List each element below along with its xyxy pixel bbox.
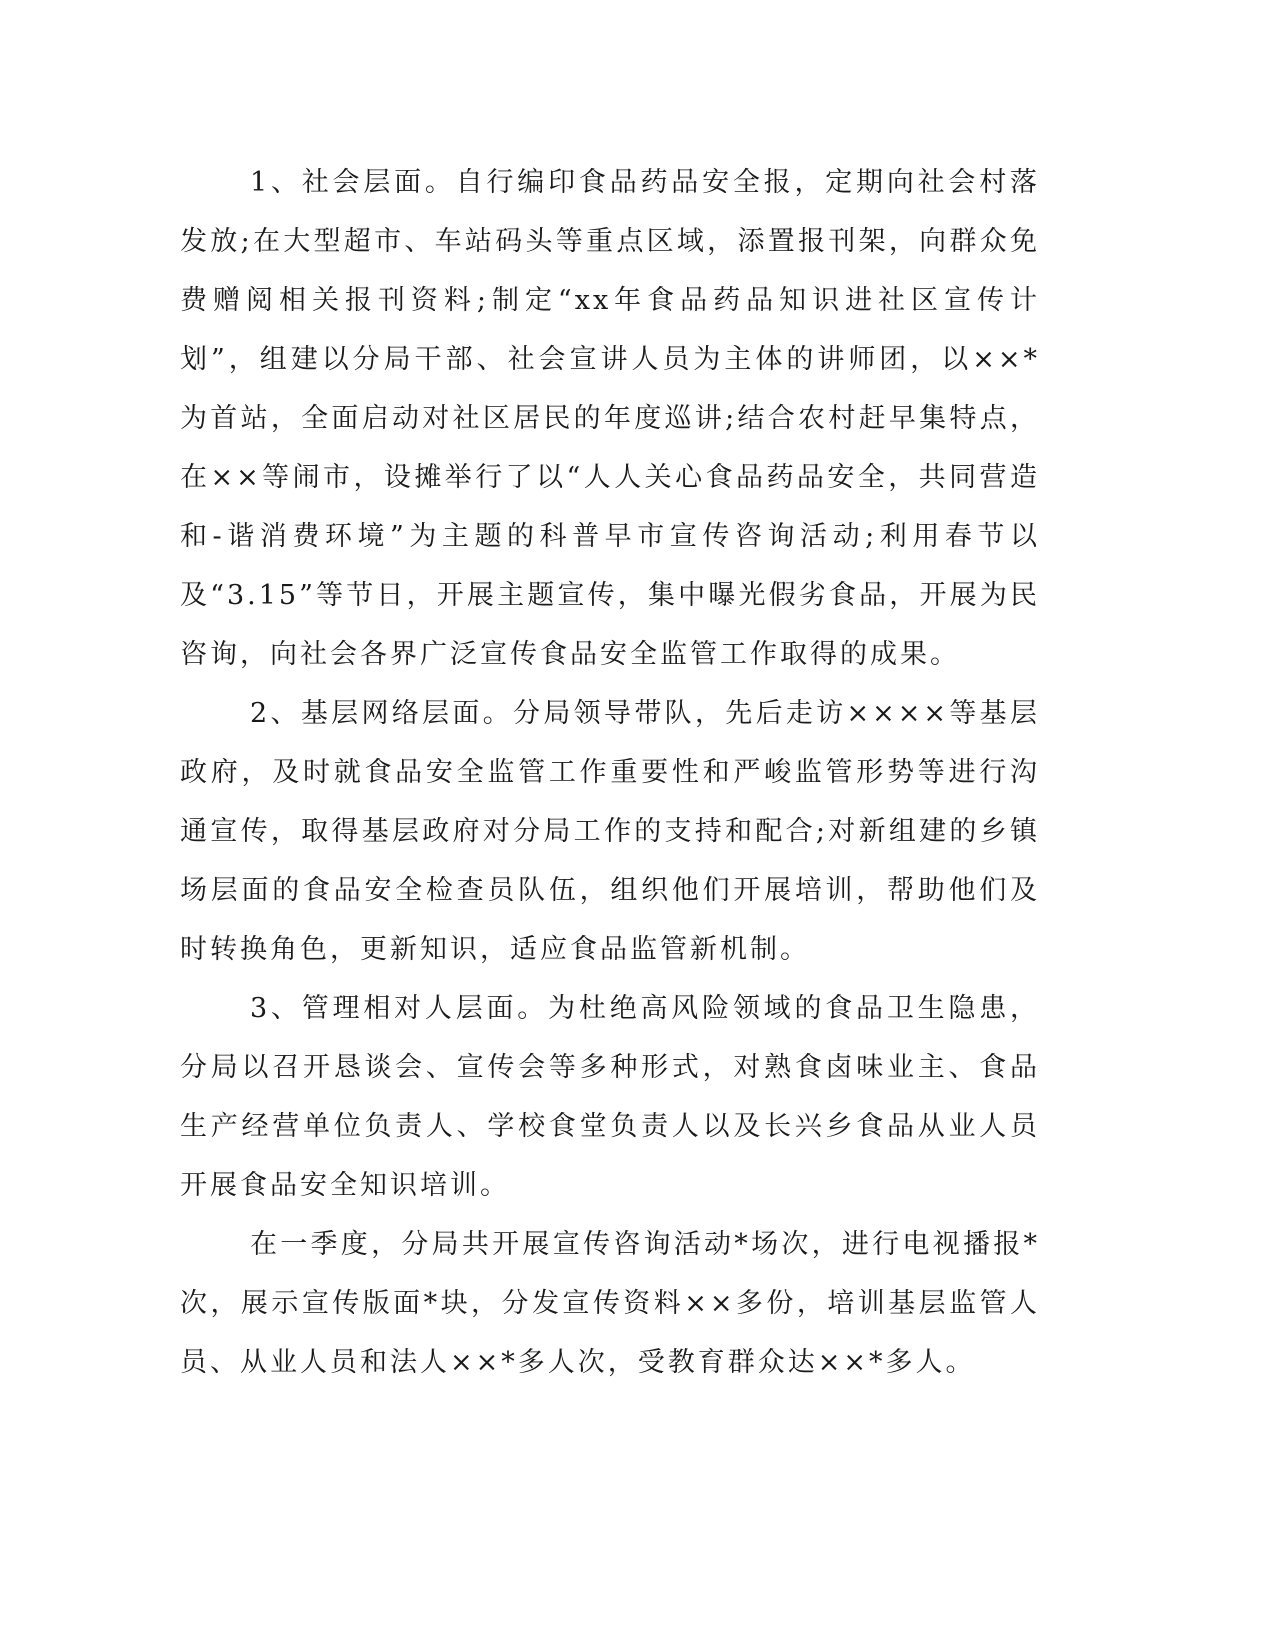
paragraph-social-level: 1、社会层面。自行编印食品药品安全报，定期向社会村落发放;在大型超市、车站码头等重点区域，添置报刊架，向群众免费赠阅相关报刊资料;制定“xx年食品药品知识进社区宣传计划”，组建以分局干部、社会宣讲人员为主体的讲师团，以××*为首站，全面启动对社区居民的年度巡讲;结合农村赶早集特点，在××等闹市，设摊举行了以“人人关心食品药品安全，共同营造和-谐消费环境”为主题的科普早市宣传咨询活动;利用春节以及“3.15”等节日，开展主题宣传，集中曝光假劣食品，开展为民咨询，向社会各界广泛宣传食品安全监管工作取得的成果。 <box>180 167 1040 670</box>
paragraph-quarter-summary: 在一季度，分局共开展宣传咨询活动*场次，进行电视播报*次，展示宣传版面*块，分发宣传资料××多份，培训基层监管人员、从业人员和法人××*多人次，受教育群众达××*多人。 <box>180 1229 1040 1378</box>
document-body <box>180 153 1040 1392</box>
paragraph-management-counterpart: 3、管理相对人层面。为杜绝高风险领域的食品卫生隐患，分局以召开恳谈会、宣传会等多种形式，对熟食卤味业主、食品生产经营单位负责人、学校食堂负责人以及长兴乡食品从业人员开展食品安全知识培训。 <box>180 993 1040 1201</box>
paragraph-grassroots-network: 2、基层网络层面。分局领导带队，先后走访××××等基层政府，及时就食品安全监管工作重要性和严峻监管形势等进行沟通宣传，取得基层政府对分局工作的支持和配合;对新组建的乡镇场层面的食品安全检查员队伍，组织他们开展培训，帮助他们及时转换角色，更新知识，适应食品监管新机制。 <box>180 698 1040 965</box>
